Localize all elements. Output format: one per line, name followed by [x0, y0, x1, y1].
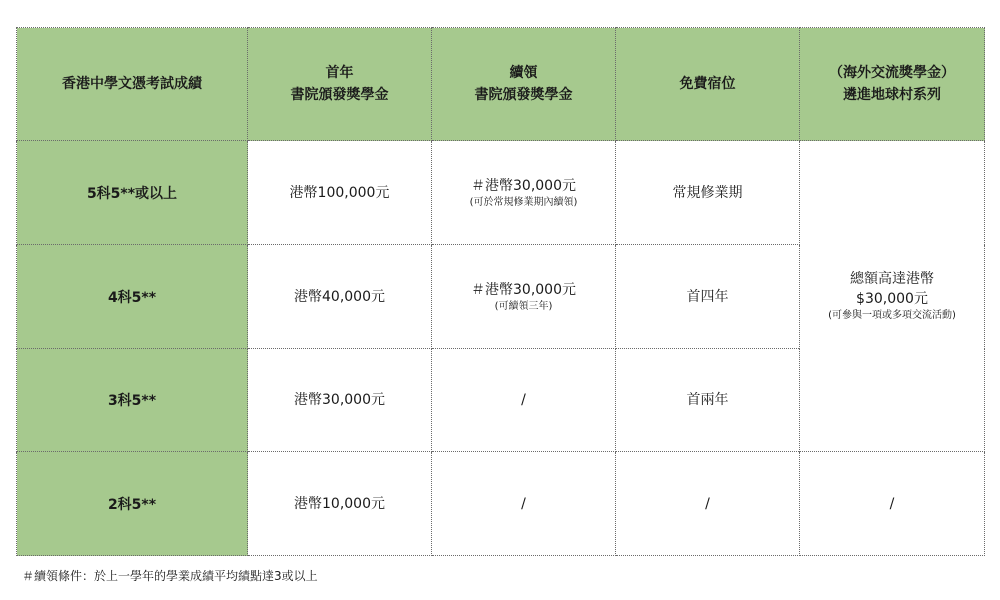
renewal-cell	[432, 141, 616, 245]
renewal-condition-footnote: ＃續領條件：於上一學年的學業成績平均績點達3或以上	[22, 569, 318, 583]
table-row	[17, 452, 985, 556]
renewal-cell	[432, 245, 616, 349]
renewal-cell: /	[432, 349, 616, 452]
hostel-cell: 首四年	[616, 245, 800, 349]
renewal-note: (可於常規修業期內續領)	[469, 196, 578, 208]
hostel-cell: /	[616, 452, 800, 556]
grade-cell: 3科5**	[17, 349, 248, 452]
exchange-note: (可參與一項或多項交流活動)	[828, 310, 956, 321]
renewal-amount: ＃港幣30,000元	[471, 177, 576, 194]
first-year-cell: 港幣100,000元	[248, 141, 432, 245]
exchange-line2: $30,000元	[856, 291, 928, 307]
header-exchange-scholarship: （海外交流獎學金） 遴進地球村系列	[800, 28, 985, 141]
grade-cell: 4科5**	[17, 245, 248, 349]
exchange-cell: /	[800, 452, 985, 556]
first-year-cell: 港幣10,000元	[248, 452, 432, 556]
scholarship-table	[16, 27, 985, 556]
table-row	[17, 141, 985, 245]
renewal-amount: ＃港幣30,000元	[471, 281, 576, 298]
exchange-merged-cell	[800, 141, 985, 452]
header-row	[17, 28, 985, 141]
header-free-hostel: 免費宿位	[616, 28, 800, 141]
renewal-cell: /	[432, 452, 616, 556]
header-dse-results: 香港中學文憑考試成績	[17, 28, 248, 141]
hostel-cell: 常規修業期	[616, 141, 800, 245]
exchange-line1: 總額高達港幣	[850, 271, 934, 287]
grade-cell: 2科5**	[17, 452, 248, 556]
renewal-note: (可續領三年)	[494, 300, 553, 312]
hostel-cell: 首兩年	[616, 349, 800, 452]
first-year-cell: 港幣30,000元	[248, 349, 432, 452]
grade-cell: 5科5**或以上	[17, 141, 248, 245]
header-renewal-scholarship: 續領 書院頒發獎學金	[432, 28, 616, 141]
header-first-year-scholarship: 首年 書院頒發獎學金	[248, 28, 432, 141]
first-year-cell: 港幣40,000元	[248, 245, 432, 349]
